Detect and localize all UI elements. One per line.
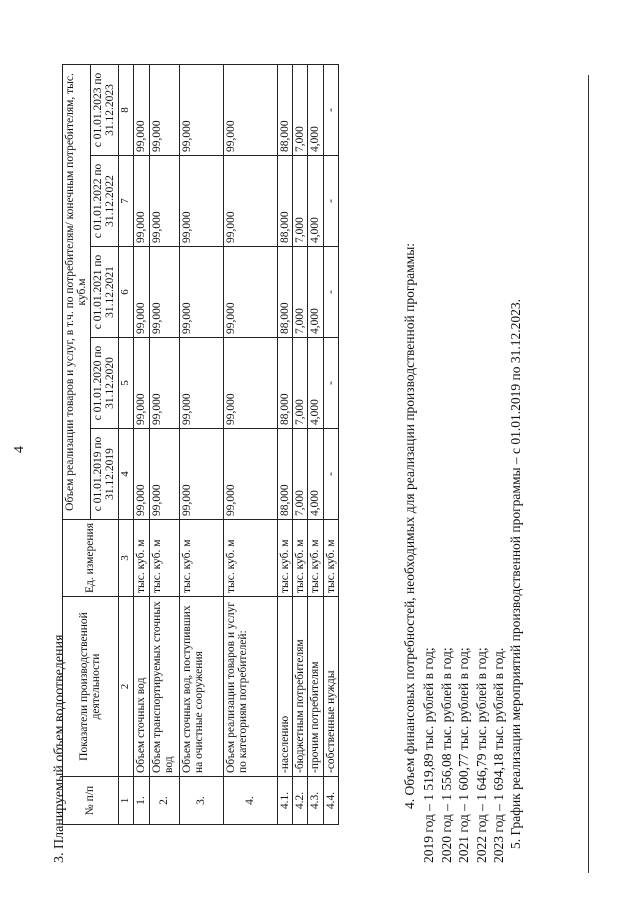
column-number: 2 xyxy=(118,597,133,777)
row-value: 99,000 xyxy=(149,247,179,338)
list-item: 2020 год – 1 556,08 тыс. рублей в год; xyxy=(438,647,454,863)
header-num: № п/п xyxy=(63,777,119,825)
row-num: 4.3. xyxy=(308,777,323,825)
row-value: 4,000 xyxy=(308,338,323,429)
row-unit: тыс. куб. м xyxy=(149,520,179,597)
row-value: 99,000 xyxy=(149,64,179,155)
budget-list xyxy=(420,647,508,863)
row-value: 88,000 xyxy=(277,156,292,247)
header-indicator: Показатели производственной деятельности xyxy=(63,597,119,777)
row-value: 7,000 xyxy=(292,64,307,155)
row-num: 3. xyxy=(179,777,223,825)
row-value: - xyxy=(323,247,338,338)
row-value: 99,000 xyxy=(179,247,223,338)
row-unit: тыс. куб. м xyxy=(308,520,323,597)
list-item: 2022 год – 1 646,79 тыс. рублей в год; xyxy=(473,647,489,863)
table-row xyxy=(223,64,277,824)
table-row xyxy=(133,64,149,824)
row-indicator: -прочим потребителям xyxy=(308,597,323,777)
row-value: - xyxy=(323,64,338,155)
column-number: 3 xyxy=(118,520,133,597)
row-value: - xyxy=(323,429,338,520)
row-value: 99,000 xyxy=(179,64,223,155)
row-unit: тыс. куб. м xyxy=(292,520,307,597)
list-item: 2023 год – 1 694,18 тыс. рублей в год. xyxy=(491,647,507,863)
row-value: 7,000 xyxy=(292,429,307,520)
table-header-row-1 xyxy=(63,64,91,824)
row-indicator: -собственные нужды xyxy=(323,597,338,777)
row-unit: тыс. куб. м xyxy=(323,520,338,597)
section-4-heading: 4. Объем финансовых потребностей, необходимых для реализации производственной программы: xyxy=(402,242,417,809)
column-number: 8 xyxy=(118,64,133,155)
page-number: 4 xyxy=(12,446,27,453)
row-num: 4.2. xyxy=(292,777,307,825)
row-value: 88,000 xyxy=(277,338,292,429)
row-indicator: Объем сточных вод xyxy=(133,597,149,777)
row-value: 99,000 xyxy=(223,429,277,520)
row-value: 99,000 xyxy=(149,429,179,520)
column-number: 6 xyxy=(118,247,133,338)
row-indicator: -населению xyxy=(277,597,292,777)
row-value: 99,000 xyxy=(223,64,277,155)
column-number: 7 xyxy=(118,156,133,247)
row-value: 99,000 xyxy=(223,156,277,247)
header-period: с 01.01.2019 по 31.12.2019 xyxy=(90,429,118,520)
row-unit: тыс. куб. м xyxy=(179,520,223,597)
list-item: 2019 год – 1 519,89 тыс. рублей в год; xyxy=(421,647,436,863)
row-num: 2. xyxy=(149,777,179,825)
row-value: 99,000 xyxy=(133,247,149,338)
footer-rule xyxy=(588,75,589,873)
column-number: 1 xyxy=(118,777,133,825)
row-num: 4.1. xyxy=(277,777,292,825)
row-value: 99,000 xyxy=(133,338,149,429)
header-period: с 01.01.2021 по 31.12.2021 xyxy=(90,247,118,338)
row-num: 4. xyxy=(223,777,277,825)
row-value: 99,000 xyxy=(223,338,277,429)
row-indicator: Объем сточных вод, поступивших на очистные сооружения xyxy=(179,597,223,777)
row-indicator: Объем транспортируемых сточных вод xyxy=(149,597,179,777)
column-number-row xyxy=(118,64,133,824)
row-value: 99,000 xyxy=(133,429,149,520)
column-number: 4 xyxy=(118,429,133,520)
row-value: 99,000 xyxy=(179,156,223,247)
section-3-heading: 3. Планируемый объем водоотведения xyxy=(52,634,67,863)
row-value: 99,000 xyxy=(133,64,149,155)
row-value: 99,000 xyxy=(133,156,149,247)
row-value: 7,000 xyxy=(292,247,307,338)
table-row xyxy=(292,64,307,824)
header-period: с 01.01.2022 по 31.12.2022 xyxy=(90,156,118,247)
row-value: 99,000 xyxy=(149,338,179,429)
header-period: с 01.01.2020 по 31.12.2020 xyxy=(90,338,118,429)
row-value: 4,000 xyxy=(308,429,323,520)
row-value: 7,000 xyxy=(292,338,307,429)
row-num: 4.4. xyxy=(323,777,338,825)
row-value: 88,000 xyxy=(277,247,292,338)
row-value: 88,000 xyxy=(277,64,292,155)
header-unit: Ед. измерения xyxy=(63,520,119,597)
list-item: 2021 год – 1 600,77 тыс. рублей в год; xyxy=(456,647,472,863)
section-5-heading: 5. График реализации мероприятий производственной программы – с 01.01.2019 по 31.12.2023. xyxy=(508,298,523,849)
row-unit: тыс. куб. м xyxy=(133,520,149,597)
table-row xyxy=(149,64,179,824)
row-indicator: Объем реализации товаров и услуг по категориям потребителей: xyxy=(223,597,277,777)
table-row xyxy=(308,64,323,824)
row-unit: тыс. куб. м xyxy=(277,520,292,597)
row-indicator: -бюджетным потребителям xyxy=(292,597,307,777)
row-value: 99,000 xyxy=(223,247,277,338)
table-row xyxy=(277,64,292,824)
row-num: 1. xyxy=(133,777,149,825)
table-row xyxy=(323,64,338,824)
row-value: 7,000 xyxy=(292,156,307,247)
row-value: - xyxy=(323,156,338,247)
row-value: 4,000 xyxy=(308,247,323,338)
header-volume-group: Объем реализации товаров и услуг, в т.ч. по потребителям/ конечным потребителям, тыс. куб.м xyxy=(63,64,91,519)
row-value: 88,000 xyxy=(277,429,292,520)
row-unit: тыс. куб. м xyxy=(223,520,277,597)
header-period: с 01.01.2023 по 31.12.2023 xyxy=(90,64,118,155)
row-value: - xyxy=(323,338,338,429)
row-value: 99,000 xyxy=(179,338,223,429)
wastewater-volume-table xyxy=(62,64,339,825)
row-value: 4,000 xyxy=(308,156,323,247)
table-row xyxy=(179,64,223,824)
column-number: 5 xyxy=(118,338,133,429)
row-value: 99,000 xyxy=(149,156,179,247)
row-value: 4,000 xyxy=(308,64,323,155)
row-value: 99,000 xyxy=(179,429,223,520)
